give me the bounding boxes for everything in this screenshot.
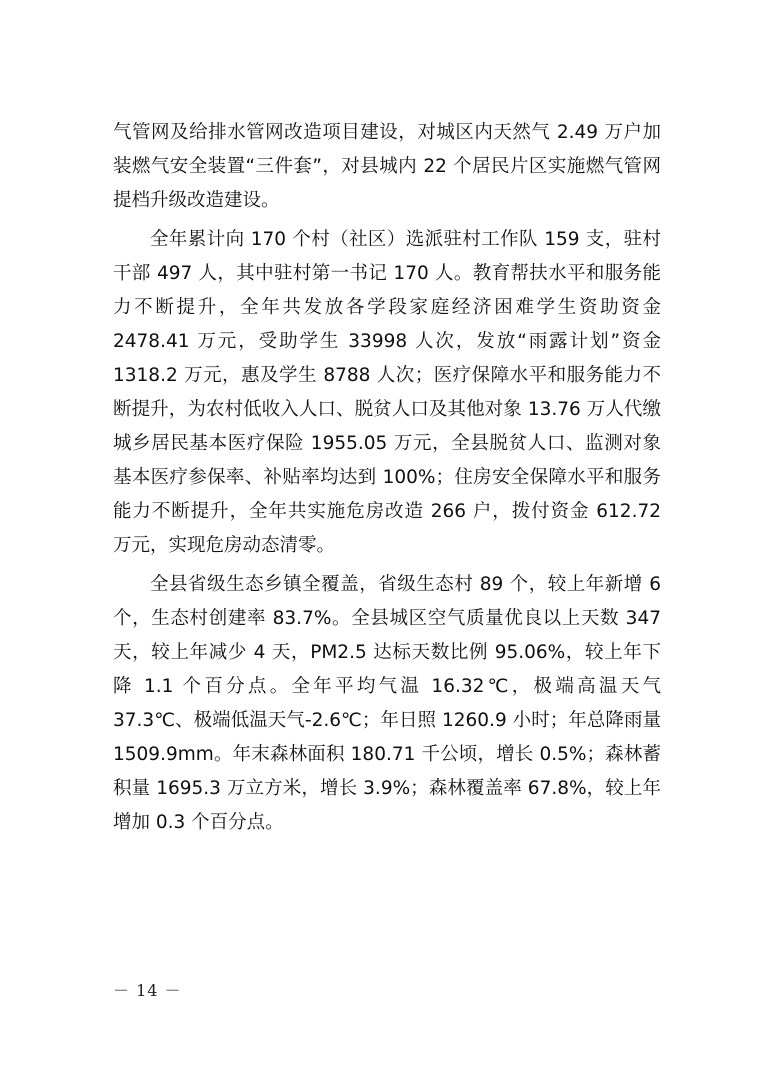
- paragraph-gas-pipeline: 气管网及给排水管网改造项目建设，对城区内天然气 2.49 万户加装燃气安全装置“三件套”，对县城内 22 个居民片区实施燃气管网提档升级改造建设。: [113, 122, 661, 211]
- page-number: － 14 －: [113, 981, 182, 1000]
- paragraph-village-assistance: 全年累计向 170 个村（社区）选派驻村工作队 159 支，驻村干部 497 人，其中驻村第一书记 170 人。教育帮扶水平和服务能力不断提升，全年共发放各学段家庭经济困难学生资助资金 2478.41 万元，受助学生 33998 人次，发放“雨露计划”资金 1318.2 万元，惠及学生 8788 人次；医疗保障水平和服务能力不断提升，为农村低收入人口、脱贫人口及其他对象 13.76 万人代缴城乡居民基本医疗保险 1955.05 万元，全县脱贫人口、监测对象基本医疗参保率、补贴率均达到 100%；住房安全保障水平和服务能力不断提升，全年共实施危房改造 266 户，拨付资金 612.72 万元，实现危房动态清零。: [113, 229, 661, 556]
- paragraph-ecology-climate: 全县省级生态乡镇全覆盖，省级生态村 89 个，较上年新增 6 个，生态村创建率 83.7%。全县城区空气质量优良以上天数 347 天，较上年减少 4 天，PM2.5 达标天数比例 95.06%，较上年下降 1.1 个百分点。全年平均气温 16.32℃，极端高温天气 37.3℃、极端低温天气-2.6℃；年日照 1260.9 小时；年总降雨量 1509.9mm。年末森林面积 180.71 千公顷，增长 0.5%；森林蓄积量 1695.3 万立方米，增长 3.9%；森林覆盖率 67.8%，较上年增加 0.3 个百分点。: [113, 574, 661, 833]
- document-body: [113, 116, 661, 840]
